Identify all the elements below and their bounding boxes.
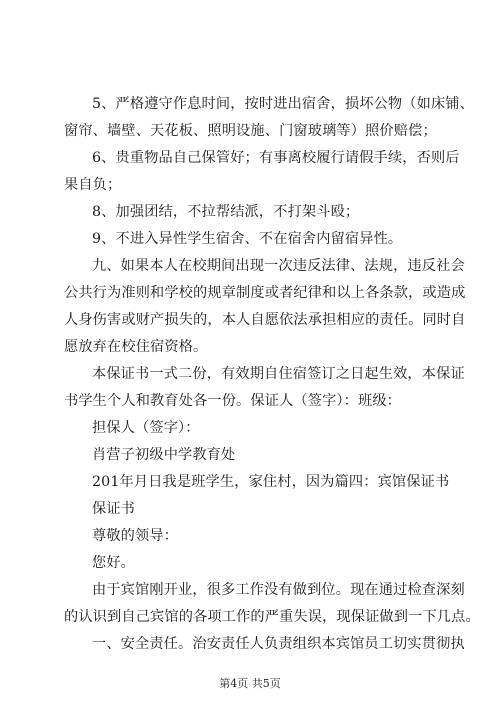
text-line: 公共行为准则和学校的规章制度或者纪律和以上各条款，或造成 bbox=[64, 285, 466, 301]
text-line: 201年月日我是班学生，家住村，因为篇四：宾馆保证书 bbox=[92, 474, 450, 490]
text-line: 的认识到自己宾馆的各项工作的严重失误，现保证做到一下几点。 bbox=[64, 609, 480, 625]
greeting: 您好。 bbox=[92, 555, 136, 571]
text-line: 人身伤害或财产损失的，本人自愿依法承担相应的责任。同时自 bbox=[64, 312, 466, 328]
section-title: 保证书 bbox=[92, 501, 136, 517]
text-line: 由于宾馆刚开业，很多工作没有做到位。现在通过检查深刻 bbox=[92, 582, 465, 598]
text-line: 本保证书一式二份，有效期自住宿签订之日起生效，本保证 bbox=[92, 366, 465, 382]
text-line: 果自负； bbox=[64, 177, 122, 193]
salutation: 尊敬的领导： bbox=[92, 528, 179, 544]
text-line: 愿放弃在校住宿资格。 bbox=[64, 339, 208, 355]
text-line: 一、安全责任。治安责任人负责组织本宾馆员工切实贯彻执 bbox=[92, 636, 465, 652]
text-line: 6、贵重物品自己保管好；有事离校履行请假手续，否则后 bbox=[92, 150, 460, 166]
page-number: 第4页 共5页 bbox=[219, 677, 281, 690]
text-line: 8、加强团结，不拉帮结派，不打架斗殴； bbox=[92, 204, 360, 220]
text-line: 肖营子初级中学教育处 bbox=[92, 447, 236, 463]
text-line: 5、严格遵守作息时间，按时进出宿舍，损坏公物（如床铺、 bbox=[92, 96, 474, 112]
text-line: 担保人（签字）： bbox=[92, 420, 200, 436]
text-line: 窗帘、墙壁、天花板、照明设施、门窗玻璃等）照价赔偿； bbox=[64, 123, 437, 139]
text-line: 书学生个人和教育处各一份。保证人（签字）：班级： bbox=[64, 393, 402, 409]
text-line: 九、如果本人在校期间出现一次违反法律、法规，违反社会 bbox=[92, 258, 465, 274]
text-line: 9、不进入异性学生宿舍、不在宿舍内留宿异性。 bbox=[92, 231, 403, 247]
